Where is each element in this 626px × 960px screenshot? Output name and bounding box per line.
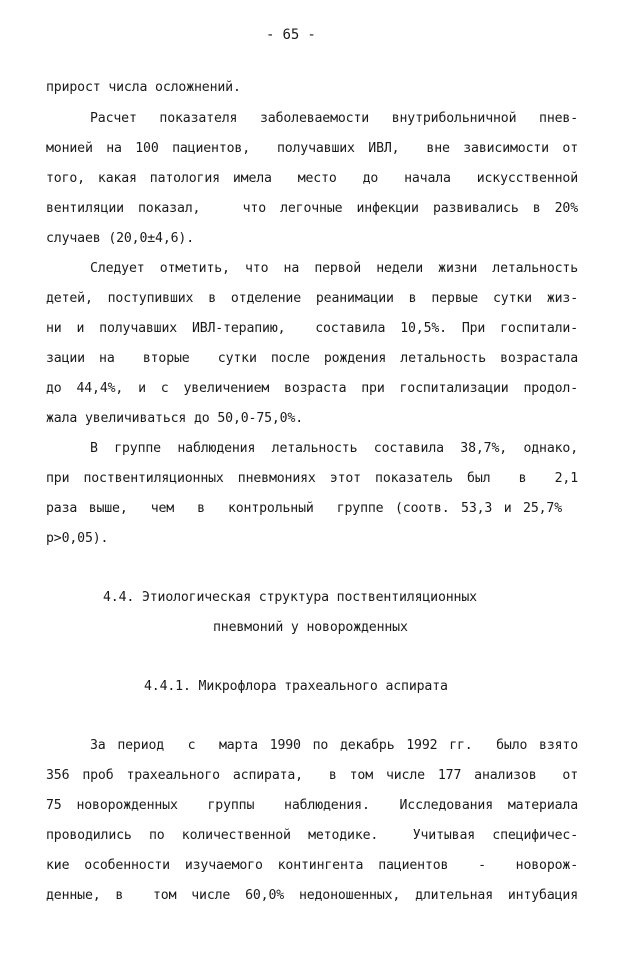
text-line-5: вентиляции показал, что легочные инфекции развивались в 20%	[46, 201, 578, 216]
text-line-18: 356 проб трахеального аспирата, в том числе 177 анализов от	[46, 768, 578, 783]
page-number: - 65 -	[266, 27, 316, 43]
text-line-7: Следует отметить, что на первой недели жизни летальность	[90, 261, 578, 276]
text-line-21: кие особенности изучаемого контингента пациентов - новорож-	[46, 858, 578, 873]
text-line-11: до 44,4%, и с увеличением возраста при госпитализации продол-	[46, 381, 578, 396]
text-line-10: зации на вторые сутки после рождения летальность возрастала	[46, 351, 578, 366]
text-line-15: раза выше, чем в контрольный группе (соотв. 53,3 и 25,7%	[46, 501, 562, 516]
text-line-8: детей, поступивших в отделение реанимации в первые сутки жиз-	[46, 291, 578, 306]
text-line-1: прирост числа осложнений.	[46, 80, 241, 95]
text-line-14: при поствентиляционных пневмониях этот показатель был в 2,1	[46, 471, 578, 486]
section-heading-line-2: пневмоний у новорожденных	[213, 620, 408, 635]
text-line-17: За период с марта 1990 по декабрь 1992 гг. было взято	[90, 738, 578, 753]
text-line-2: Расчет показателя заболеваемости внутрибольничной пнев-	[90, 111, 578, 126]
text-line-20: проводились по количественной методике. Учитывая специфичес-	[46, 828, 578, 843]
text-line-22: денные, в том числе 60,0% недоношенных, длительная интубация	[46, 888, 578, 903]
text-line-4: того, какая патология имела место до начала искусственной	[46, 171, 578, 186]
text-line-19: 75 новорожденных группы наблюдения. Исследования материала	[46, 798, 578, 813]
text-line-13: В группе наблюдения летальность составила 38,7%, однако,	[90, 441, 578, 456]
text-line-16: p>0,05).	[46, 531, 109, 546]
section-heading-line-1: 4.4. Этиологическая структура поствентиляционных	[103, 590, 477, 605]
subsection-heading: 4.4.1. Микрофлора трахеального аспирата	[144, 679, 448, 694]
text-line-3: монией на 100 пациентов, получавших ИВЛ, вне зависимости от	[46, 141, 578, 156]
text-line-6: случаев (20,0±4,6).	[46, 231, 195, 246]
text-line-12: жала увеличиваться до 50,0-75,0%.	[46, 411, 304, 426]
text-line-9: ни и получавших ИВЛ-терапию, составила 10,5%. При госпитали-	[46, 321, 578, 336]
